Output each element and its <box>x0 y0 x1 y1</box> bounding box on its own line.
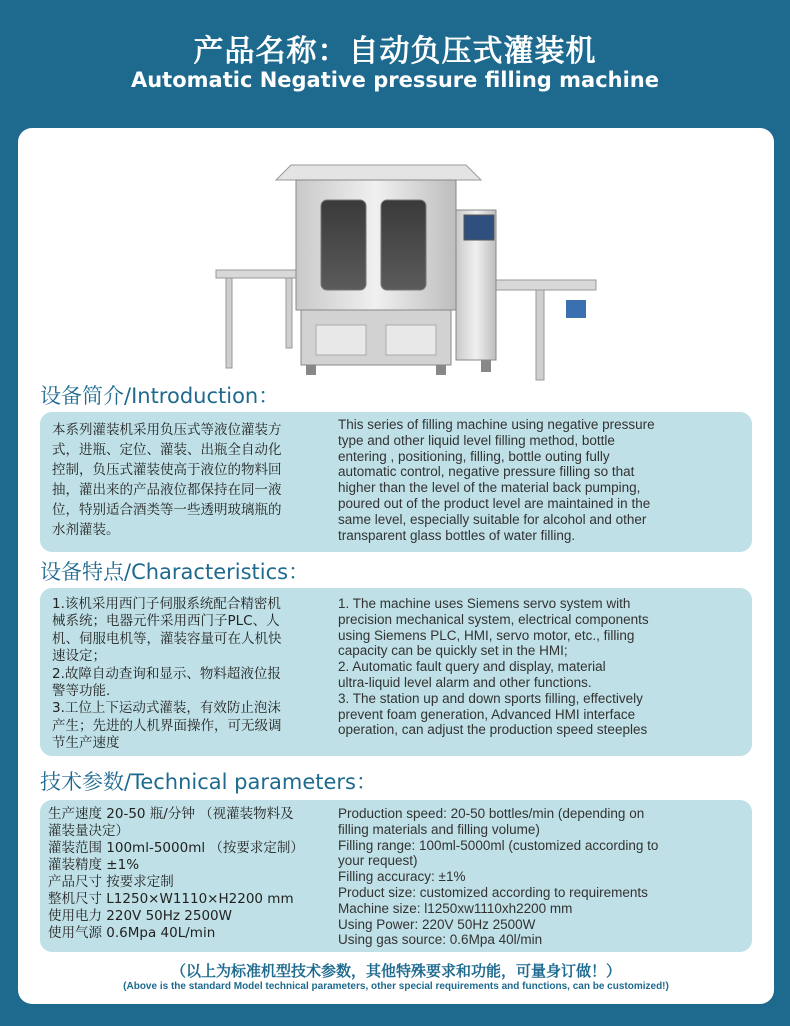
parameters-en-line: Production speed: 20-50 bottles/min (depending on <box>338 806 645 821</box>
parameters-en-line: your request) <box>338 853 418 869</box>
intro-cn-line: 本系列灌装机采用负压式等液位灌装方 <box>52 422 282 438</box>
parameters-cn-line: 使用气源 0.6Mpa 40L/min <box>48 925 216 941</box>
parameters-cn-line: 生产速度 20-50 瓶/分钟 （视灌装物料及 <box>48 806 294 822</box>
characteristics-en-line: ultra-liquid level alarm and other functions. <box>338 674 592 690</box>
characteristics-en-line: operation, can adjust the production speed steeples <box>338 722 648 738</box>
intro-cn-line: 抽，灌出来的产品液位都保持在同一液 <box>52 482 282 498</box>
characteristics-en-text <box>338 596 649 738</box>
characteristics-en-line: 3. The station up and down sports filling, effectively <box>338 690 643 706</box>
intro-panel <box>40 412 752 552</box>
parameters-en-line: Filling range: 100ml-5000ml (customized according to <box>338 837 659 853</box>
characteristics-cn-line: 速设定； <box>52 648 106 665</box>
characteristics-cn-line: 机、伺服电机等，灌装容量可在人机快 <box>52 630 282 647</box>
intro-en-line: same level, especially suitable for alcohol and other <box>338 511 647 527</box>
intro-en-line: This series of filling machine using negative pressure <box>338 417 655 432</box>
product-title-en: Automatic Negative pressure filling machine <box>130 68 659 92</box>
parameters-en-text <box>338 806 658 948</box>
intro-cn-line: 式，进瓶、定位、灌装、出瓶全自动化 <box>52 442 282 458</box>
footer-note-en: (Above is the standard Model technical parameters, other special requirements and functions, can be customized!) <box>123 981 669 992</box>
parameters-en-line: Product size: customized according to requirements <box>338 884 648 900</box>
characteristics-en-line: using Siemens PLC, HMI, servo motor, etc., filling <box>338 627 635 643</box>
intro-heading: 设备简介/Introduction： <box>40 384 280 408</box>
parameters-cn-line: 灌装范围 100ml-5000ml （按要求定制） <box>48 840 304 856</box>
parameters-cn-line: 灌装量决定） <box>48 823 129 839</box>
product-title-cn: 产品名称：自动负压式灌装机 <box>193 34 597 69</box>
parameters-cn-text <box>48 806 304 942</box>
intro-cn-text <box>52 420 282 540</box>
parameters-cn-line: 灌装精度 ±1% <box>48 857 140 873</box>
parameters-heading: 技术参数/Technical parameters： <box>40 770 377 794</box>
parameters-cn-line: 使用电力 220V 50Hz 2500W <box>48 908 232 924</box>
parameters-panel <box>40 800 752 952</box>
characteristics-en-line: prevent foam generation, Advanced HMI interface <box>338 706 636 722</box>
intro-en-line: poured out of the product level are maintained in the <box>338 495 651 511</box>
footer-note-cn: （以上为标准机型技术参数，其他特殊要求和功能，可量身订做！） <box>170 962 621 980</box>
characteristics-en-line: capacity can be quickly set in the HMI; <box>338 643 568 659</box>
parameters-cn-line: 产品尺寸 按要求定制 <box>48 874 174 890</box>
parameters-en-line: Machine size: l1250xw1110xh2200 mm <box>338 900 573 916</box>
intro-en-text <box>338 417 655 543</box>
characteristics-en-line: 2. Automatic fault query and display, material <box>338 659 606 675</box>
characteristics-cn-line: 产生；先进的人机界面操作，可无级调 <box>52 717 282 734</box>
characteristics-cn-line: 节生产速度 <box>52 735 120 752</box>
parameters-en-line: Using Power: 220V 50Hz 2500W <box>338 916 536 932</box>
characteristics-cn-line: 2.故障自动查询和显示、物料超液位报 <box>52 665 281 682</box>
intro-cn-line: 水剂灌装。 <box>52 522 120 538</box>
characteristics-cn-line: 1.该机采用西门子伺服系统配合精密机 <box>52 596 281 612</box>
intro-en-line: entering , positioning, filling, bottle outing fully <box>338 448 610 464</box>
characteristics-cn-line: 3.工位上下运动式灌装，有效防止泡沫 <box>52 700 281 717</box>
characteristics-en-line: 1. The machine uses Siemens servo system with <box>338 596 631 611</box>
intro-en-line: automatic control, negative pressure filling so that <box>338 464 635 480</box>
filling-machine-image <box>206 140 606 390</box>
parameters-cn-line: 整机尺寸 L1250×W1110×H2200 mm <box>48 891 294 907</box>
intro-en-line: type and other liquid level filling method, bottle <box>338 432 615 448</box>
parameters-en-line: Using gas source: 0.6Mpa 40l/min <box>338 932 543 948</box>
characteristics-en-line: precision mechanical system, electrical components <box>338 611 649 627</box>
characteristics-heading: 设备特点/Characteristics： <box>40 560 310 584</box>
intro-cn-line: 位，特别适合酒类等一些透明玻璃瓶的 <box>52 502 282 518</box>
content-card <box>18 128 774 1004</box>
characteristics-cn-line: 警等功能. <box>52 683 111 700</box>
characteristics-cn-line: 械系统；电器元件采用西门子PLC、人 <box>52 613 280 630</box>
intro-en-line: transparent glass bottles of water filling. <box>338 527 576 543</box>
page-header <box>0 0 790 130</box>
characteristics-panel <box>40 588 752 756</box>
intro-en-line: higher than the level of the material back pumping, <box>338 480 641 496</box>
parameters-en-line: filling materials and filling volume) <box>338 821 540 837</box>
parameters-en-line: Filling accuracy: ±1% <box>338 869 466 885</box>
intro-cn-line: 控制，负压式灌装使高于液位的物料回 <box>52 462 282 478</box>
characteristics-cn-text <box>52 596 282 753</box>
